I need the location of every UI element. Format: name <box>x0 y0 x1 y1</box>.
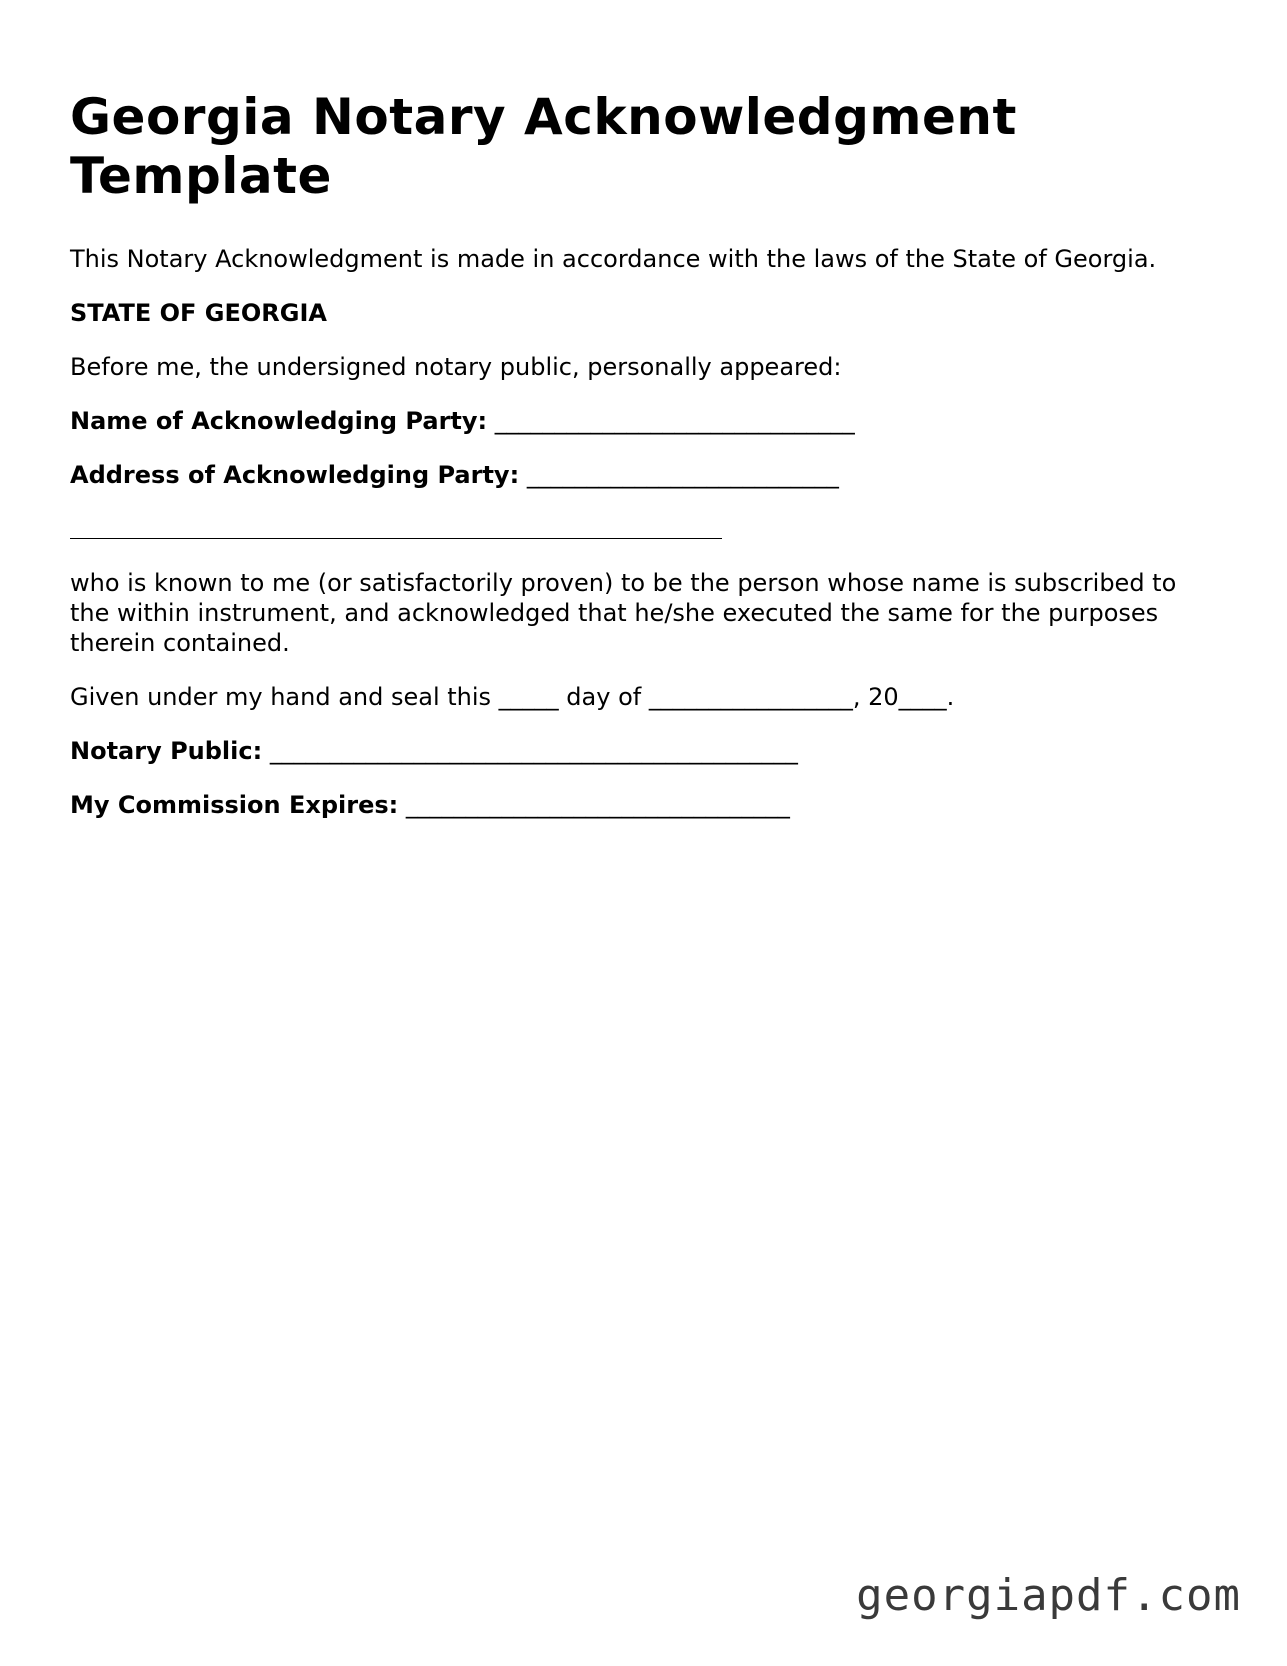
document-page <box>70 88 1220 820</box>
address-field <box>70 460 1220 490</box>
address-field-label: Address of Acknowledging Party: <box>70 461 520 489</box>
commission-expires-field <box>70 790 1220 820</box>
name-field-label: Name of Acknowledging Party: <box>70 407 488 435</box>
before-me-paragraph: Before me, the undersigned notary public, personally appeared: <box>70 353 842 381</box>
notary-public-label: Notary Public: <box>70 737 263 765</box>
commission-expires-blank[interactable]: ________________________________ <box>405 791 790 819</box>
known-statement-paragraph: who is known to me (or satisfactorily proven) to be the person whose name is subscribed to the within instrument, and acknowledged that he/she executed the same for the purposes therein contained. <box>70 569 1177 657</box>
given-under-hand-paragraph: Given under my hand and seal this _____ day of _________________, 20____. <box>70 683 955 711</box>
name-field <box>70 406 1220 436</box>
watermark: georgiapdf.com <box>856 1570 1241 1621</box>
page-title: Georgia Notary Acknowledgment Template <box>70 88 1017 205</box>
state-heading: STATE OF GEORGIA <box>70 299 327 327</box>
intro-paragraph: This Notary Acknowledgment is made in accordance with the laws of the State of Georgia. <box>70 245 1157 273</box>
notary-public-blank[interactable]: ____________________________________________ <box>269 737 798 765</box>
notary-public-field <box>70 736 1220 766</box>
address-continuation-rule <box>70 538 722 539</box>
address-continuation-line[interactable] <box>70 514 1220 544</box>
commission-expires-label: My Commission Expires: <box>70 791 399 819</box>
address-field-blank[interactable]: __________________________ <box>526 461 839 489</box>
name-field-blank[interactable]: ______________________________ <box>494 407 855 435</box>
